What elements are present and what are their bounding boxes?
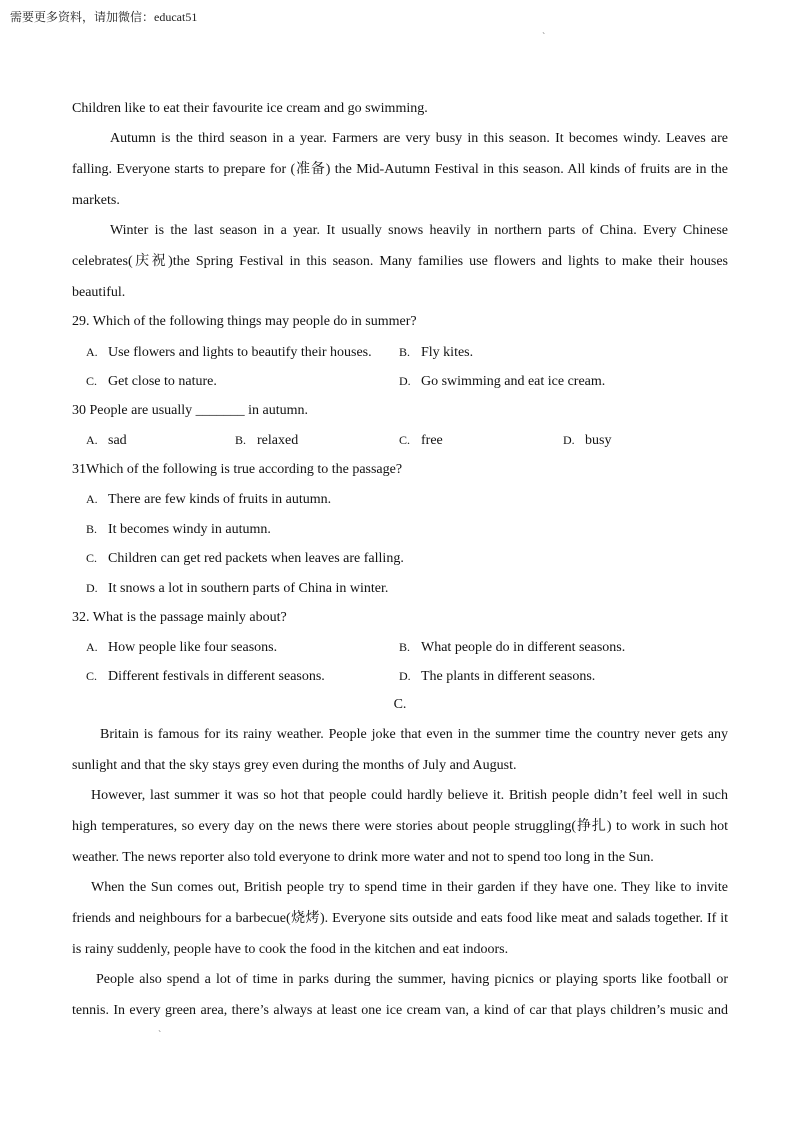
passage-line: celebrates(庆祝)the Spring Festival in this season. Many families use flowers and lights to make their houses — [72, 254, 728, 269]
passage-line: Winter is the last season in a year. It usually snows heavily in northern parts of China. Every Chinese — [110, 223, 728, 238]
passage-line: is rainy suddenly, people have to cook the food in the kitchen and eat indoors. — [72, 942, 509, 957]
passage-line: high temperatures, so every day on the news there were stories about people struggling(挣扎) to work in such hot — [72, 819, 728, 834]
passage-line: However, last summer it was so hot that people could hardly believe it. British people didn’t feel well in such — [91, 788, 728, 803]
option-b[interactable]: B. What people do in different seasons. — [399, 640, 626, 655]
scan-mark: ` — [158, 1030, 162, 1041]
question-stem: 30 People are usually _______ in autumn. — [72, 403, 309, 418]
passage-line: When the Sun comes out, British people try to spend time in their garden if they have one. They like to invite — [91, 880, 728, 895]
passage-line: tennis. In every green area, there’s always at least one ice cream van, a kind of car that plays children’s music and — [72, 1003, 728, 1018]
passage-line: Britain is famous for its rainy weather. People joke that even in the summer time the country never gets any — [100, 727, 728, 742]
option-d[interactable]: D. The plants in different seasons. — [399, 669, 596, 684]
option-b[interactable]: B. Fly kites. — [399, 345, 474, 360]
option-c[interactable]: C. Children can get red packets when leaves are falling. — [86, 551, 404, 566]
passage-line: beautiful. — [72, 285, 126, 300]
passage-line: Children like to eat their favourite ice cream and go swimming. — [72, 101, 428, 116]
option-a[interactable]: A. There are few kinds of fruits in autumn. — [86, 492, 332, 507]
option-b[interactable]: B. It becomes windy in autumn. — [86, 522, 271, 537]
option-a[interactable]: A. sad — [86, 433, 127, 448]
option-c[interactable]: C. Different festivals in different seasons. — [86, 669, 325, 684]
option-b[interactable]: B. relaxed — [235, 433, 299, 448]
question-stem: 31Which of the following is true according to the passage? — [72, 462, 403, 477]
passage-line: Autumn is the third season in a year. Farmers are very busy in this season. It becomes windy. Leaves are — [110, 131, 728, 146]
option-c[interactable]: C. free — [399, 433, 443, 448]
scan-mark: ` — [542, 32, 546, 43]
passage-line: friends and neighbours for a barbecue(烧烤). Everyone sits outside and eats food like meat and salads together. If it — [72, 911, 728, 926]
passage-line: falling. Everyone starts to prepare for (准备) the Mid-Autumn Festival in this season. All kinds of fruits are in the — [72, 162, 728, 177]
option-d[interactable]: D. It snows a lot in southern parts of China in winter. — [86, 581, 389, 596]
option-c[interactable]: C. Get close to nature. — [86, 374, 217, 389]
option-a[interactable]: A. Use flowers and lights to beautify their houses. — [86, 345, 372, 360]
option-d[interactable]: D. Go swimming and eat ice cream. — [399, 374, 606, 389]
passage-line: sunlight and that the sky stays grey even during the months of July and August. — [72, 758, 517, 773]
passage-line: weather. The news reporter also told everyone to drink more water and not to spend too long in the Sun. — [72, 850, 654, 865]
passage-line: People also spend a lot of time in parks during the summer, having picnics or playing sports like football or — [96, 972, 728, 987]
option-a[interactable]: A. How people like four seasons. — [86, 640, 278, 655]
section-heading: C. — [393, 697, 407, 712]
question-stem: 29. Which of the following things may people do in summer? — [72, 314, 417, 329]
question-stem: 32. What is the passage mainly about? — [72, 610, 287, 625]
option-d[interactable]: D. busy — [563, 433, 612, 448]
passage-line: markets. — [72, 193, 120, 208]
watermark-header: 需要更多资料，请加微信：educat51 — [10, 10, 198, 24]
